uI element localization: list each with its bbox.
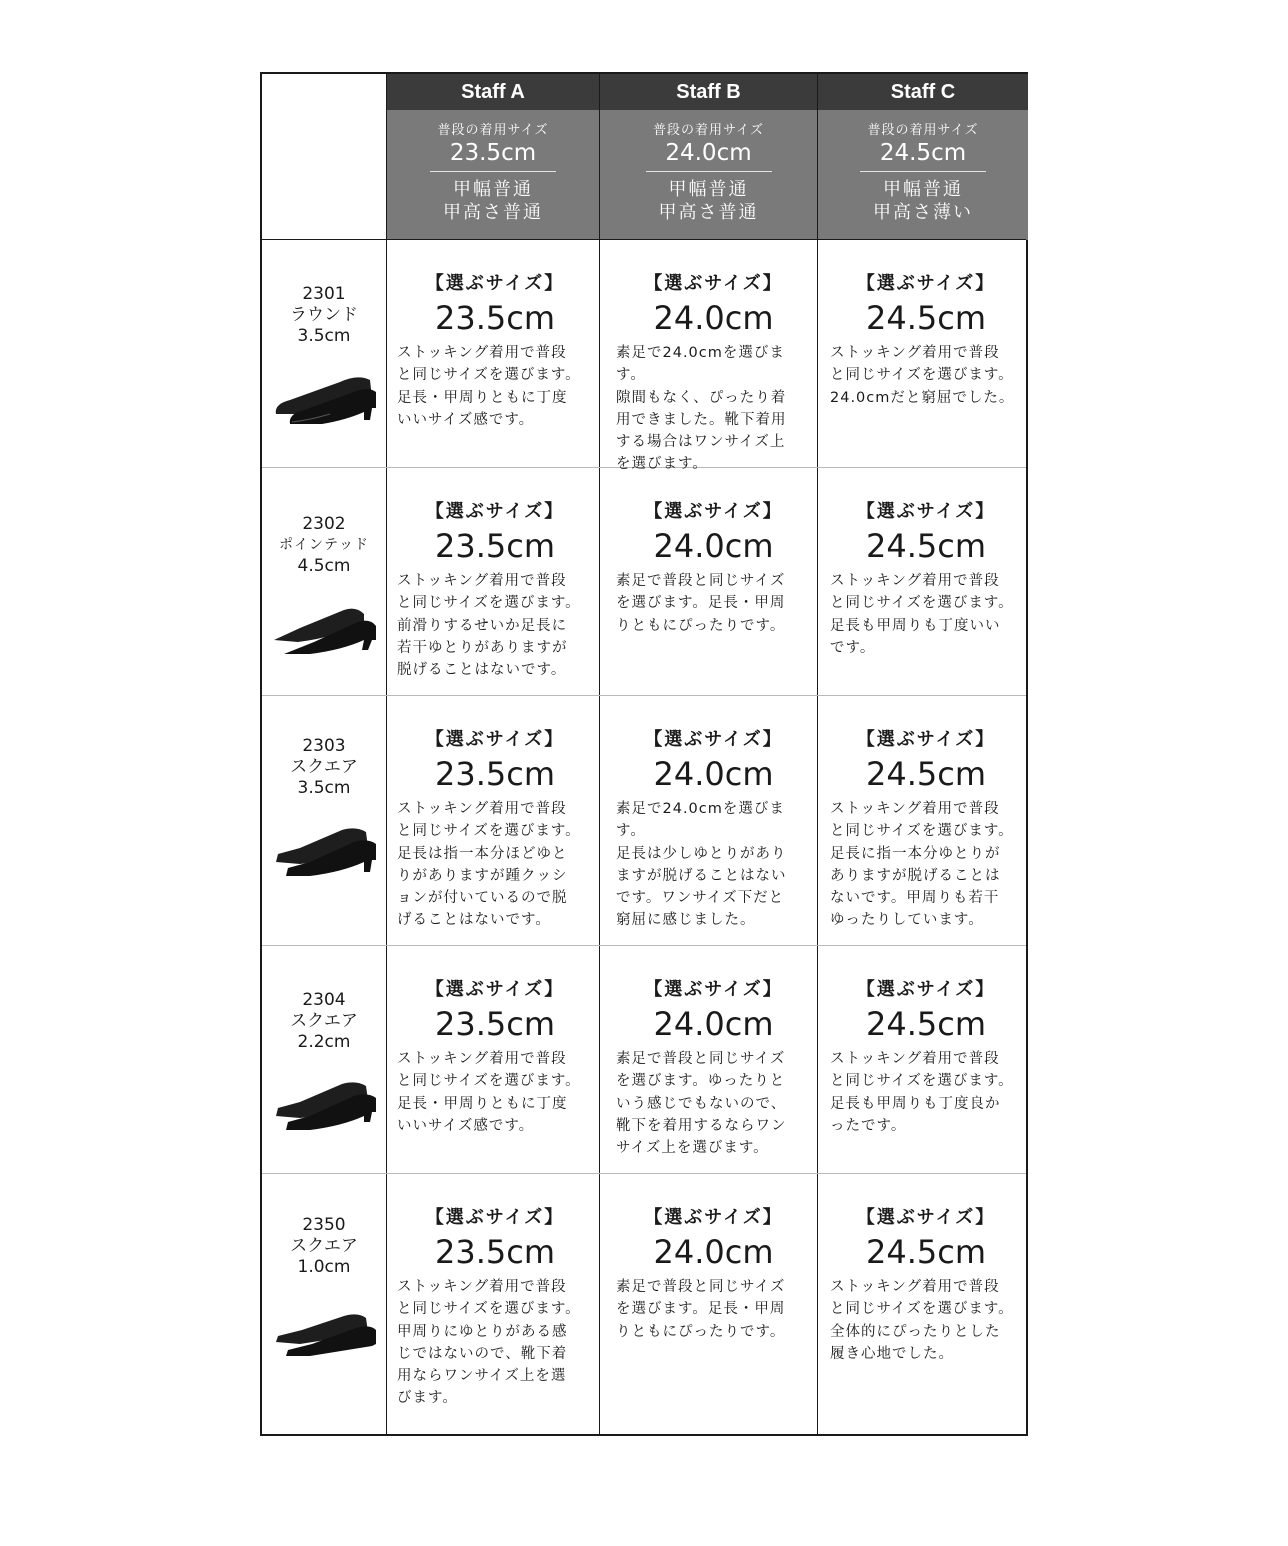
select-size-label: 【選ぶサイズ】 (425, 501, 565, 522)
usual-size: 24.0cm (665, 140, 752, 166)
cell-2304-staff-c (818, 946, 1028, 1137)
select-size-label: 【選ぶサイズ】 (425, 1207, 565, 1228)
cell-2303-staff-a (387, 696, 599, 932)
select-size-label: 【選ぶサイズ】 (856, 979, 996, 1000)
chosen-size: 24.0cm (653, 1005, 774, 1043)
cell-2302-staff-a (387, 468, 599, 681)
cell-2303-staff-b (600, 696, 817, 932)
product-code: 2350 (302, 1215, 346, 1235)
usual-size: 23.5cm (449, 140, 537, 166)
select-size-label: 【選ぶサイズ】 (644, 501, 783, 522)
chosen-size: 23.5cm (434, 1005, 555, 1043)
cell-2301-staff-c (818, 240, 1028, 409)
fit-comment: ストッキング着用で普段 と同じサイズを選びます。 甲周りにゆとりがある感 じではないので、靴下着 用ならワンサイズ上を選 びます。 (397, 1279, 581, 1407)
fit-comment: 素足で24.0cmを選びます。 足長は少しゆとりがあり ますが脱げることはない です。ワンサイズ下だと 窮屈に感じました。 (616, 801, 787, 929)
cell-2301-staff-b (600, 240, 817, 476)
toe-style: スクエア (290, 757, 358, 777)
select-size-label: 【選ぶサイズ】 (856, 273, 996, 294)
foot-width: 甲幅普通 (668, 179, 749, 200)
product-code: 2302 (302, 514, 346, 534)
select-size-label: 【選ぶサイズ】 (856, 729, 996, 750)
select-size-label: 【選ぶサイズ】 (856, 501, 996, 522)
fit-comment: ストッキング着用で普段 と同じサイズを選びます。 足長・甲周りともに丁度 いいサイズ感です。 (397, 1051, 581, 1134)
staff-a-info (387, 110, 599, 240)
chosen-size: 24.0cm (653, 1233, 774, 1271)
select-size-label: 【選ぶサイズ】 (856, 1207, 996, 1228)
cell-2301-staff-a (387, 240, 599, 431)
usual-size-caption: 普段の着用サイズ (653, 123, 764, 138)
divider (860, 171, 986, 172)
toe-style: スクエア (290, 1011, 358, 1031)
toe-style: スクエア (290, 1236, 358, 1256)
select-size-label: 【選ぶサイズ】 (644, 273, 783, 294)
toe-style: ラウンド (290, 305, 358, 325)
foot-height: 甲高さ普通 (658, 202, 759, 223)
fit-comment: ストッキング着用で普段 と同じサイズを選びます。 足長は指一本分ほどゆと りがありますが踵クッシ ョンが付いているので脱 げることはないです。 (397, 801, 581, 929)
foot-width: 甲幅普通 (883, 179, 963, 200)
cell-2304-staff-a (387, 946, 599, 1137)
select-size-label: 【選ぶサイズ】 (644, 1207, 783, 1228)
fit-comment: 素足で普段と同じサイズ を選びます。足長・甲周 りともにぴったりです。 (616, 1279, 786, 1340)
heel-height: 1.0cm (297, 1257, 351, 1277)
round-toe-pump-icon (270, 364, 378, 434)
chosen-size: 23.5cm (434, 527, 555, 565)
toe-style: ポインテッド (279, 537, 369, 553)
cell-2302-staff-c (818, 468, 1028, 659)
heel-height: 3.5cm (297, 326, 351, 346)
fit-comment: 素足で普段と同じサイズ を選びます。ゆったりと いう感じでもないので、 靴下を着用するならワン サイズ上を選びます。 (616, 1051, 787, 1157)
staff-name: Staff B (676, 80, 741, 103)
chosen-size: 24.0cm (653, 299, 774, 337)
select-size-label: 【選ぶサイズ】 (425, 979, 565, 1000)
heel-height: 4.5cm (297, 556, 351, 576)
product-code: 2301 (302, 284, 346, 304)
foot-height: 甲高さ普通 (443, 202, 543, 223)
chosen-size: 24.5cm (865, 527, 986, 565)
row-label-2350 (262, 1215, 386, 1278)
fit-comment: 素足で普段と同じサイズ を選びます。足長・甲周 りともにぴったりです。 (616, 573, 786, 634)
square-toe-flat-icon (270, 1296, 378, 1366)
pointed-toe-pump-icon (270, 594, 378, 664)
select-size-label: 【選ぶサイズ】 (425, 273, 565, 294)
chosen-size: 23.5cm (434, 299, 555, 337)
heel-height: 2.2cm (297, 1032, 351, 1052)
row-label-2301 (262, 284, 386, 347)
square-toe-pump-icon (270, 1068, 378, 1138)
select-size-label: 【選ぶサイズ】 (644, 979, 783, 1000)
product-code: 2304 (302, 990, 346, 1010)
chosen-size: 24.5cm (865, 1233, 986, 1271)
row-label-2304 (262, 990, 386, 1053)
staff-c-info (818, 110, 1028, 240)
fit-comment: ストッキング着用で普段 と同じサイズを選びます。 足長も甲周りも丁度いい です。 (830, 573, 1014, 656)
staff-name: Staff A (461, 80, 525, 103)
chosen-size: 24.0cm (653, 527, 774, 565)
staff-b-info (600, 110, 817, 240)
staff-c-header (818, 74, 1028, 110)
chosen-size: 23.5cm (434, 755, 555, 793)
square-toe-pump-icon (270, 814, 378, 884)
fit-comment: ストッキング着用で普段 と同じサイズを選びます。 足長に指一本分ゆとりが ありますが脱げることは ないです。甲周りも若干 ゆったりしています。 (830, 801, 1014, 929)
select-size-label: 【選ぶサイズ】 (425, 729, 565, 750)
usual-size-caption: 普段の着用サイズ (867, 123, 979, 138)
fit-comment: ストッキング着用で普段 と同じサイズを選びます。 24.0cmだと窮屈でした。 (830, 345, 1015, 406)
staff-name: Staff C (890, 80, 956, 103)
staff-a-header (387, 74, 599, 110)
row-label-2303 (262, 736, 386, 799)
chosen-size: 24.5cm (865, 1005, 986, 1043)
chosen-size: 24.5cm (865, 299, 986, 337)
product-code: 2303 (302, 736, 346, 756)
foot-width: 甲幅普通 (453, 179, 533, 200)
chosen-size: 23.5cm (434, 1233, 555, 1271)
chosen-size: 24.5cm (865, 755, 986, 793)
chosen-size: 24.0cm (653, 755, 774, 793)
foot-height: 甲高さ薄い (873, 202, 973, 223)
cell-2350-staff-a (387, 1174, 599, 1410)
heel-height: 3.5cm (297, 778, 351, 798)
cell-2303-staff-c (818, 696, 1028, 932)
size-comparison-table (260, 72, 1028, 1436)
row-label-2302 (262, 514, 386, 577)
cell-2350-staff-b (600, 1174, 817, 1343)
fit-comment: ストッキング着用で普段 と同じサイズを選びます。 足長も甲周りも丁度良か ったです。 (830, 1051, 1014, 1134)
divider (646, 171, 772, 172)
divider (430, 171, 556, 172)
fit-comment: ストッキング着用で普段 と同じサイズを選びます。 前滑りするせいか足長に 若干ゆとりがありますが 脱げることはないです。 (397, 573, 581, 679)
cell-2350-staff-c (818, 1174, 1028, 1365)
fit-comment: ストッキング着用で普段 と同じサイズを選びます。 足長・甲周りともに丁度 いいサイズ感です。 (397, 345, 581, 428)
select-size-label: 【選ぶサイズ】 (644, 729, 783, 750)
cell-2302-staff-b (600, 468, 817, 637)
fit-comment: 素足で24.0cmを選びます。 隙間もなく、ぴったり着 用できました。靴下着用 する場合はワンサイズ上 を選びます。 (616, 345, 787, 473)
cell-2304-staff-b (600, 946, 817, 1159)
usual-size: 24.5cm (879, 140, 967, 166)
usual-size-caption: 普段の着用サイズ (437, 123, 549, 138)
staff-b-header (600, 74, 817, 110)
fit-comment: ストッキング着用で普段 と同じサイズを選びます。 全体的にぴったりとした 履き心地でした。 (830, 1279, 1014, 1362)
